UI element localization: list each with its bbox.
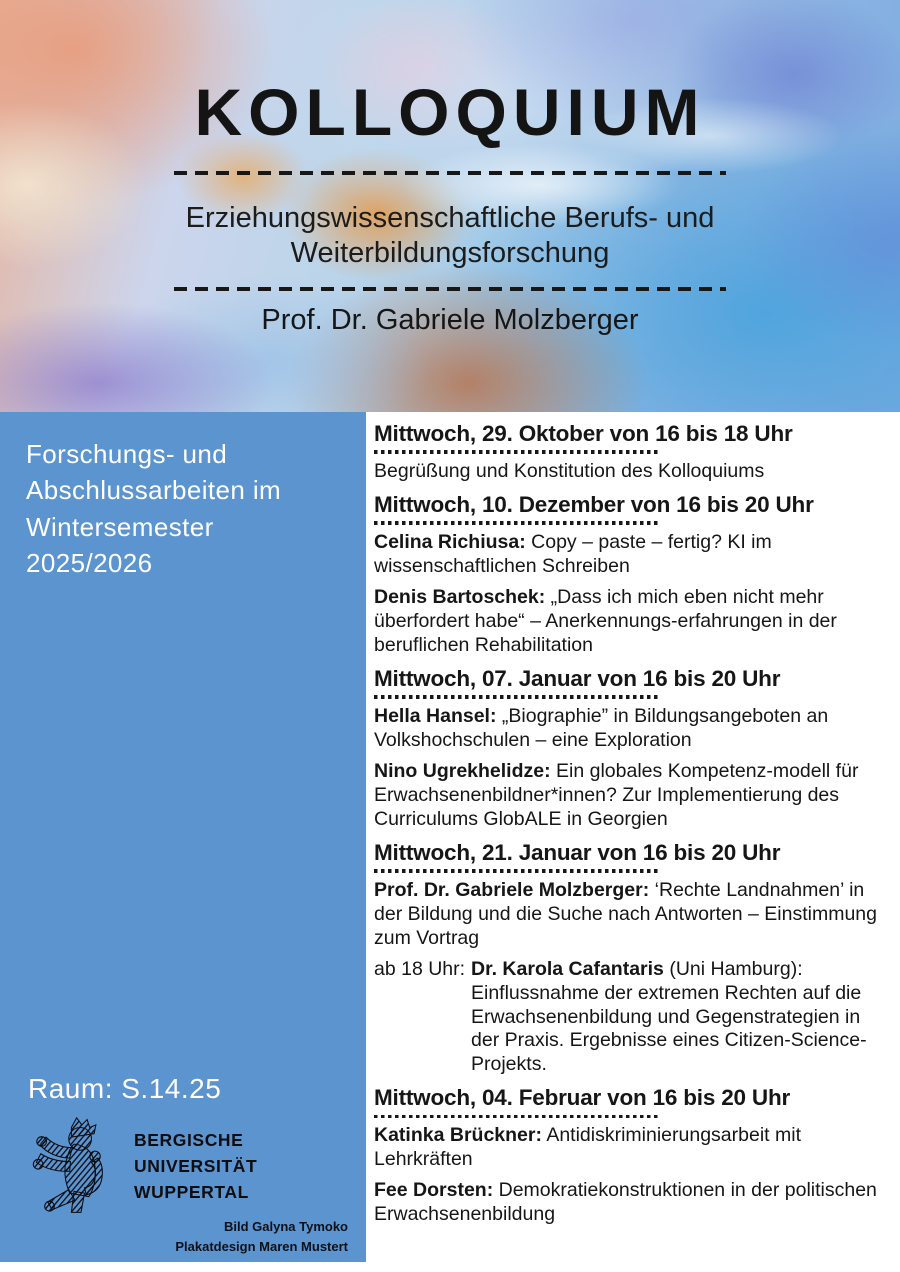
speaker-affiliation: (Uni Hamburg): [669,957,803,980]
speaker-name: Katinka Brückner: [374,1124,542,1147]
poster-header [0,0,900,412]
dashed-divider-top [174,171,726,175]
session-date: Mittwoch, 29. Oktober von 16 bis 18 Uhr [374,421,793,446]
session-2 [374,491,880,658]
session-date: Mittwoch, 04. Februar von 16 bis 20 Uhr [374,1085,791,1111]
speaker-name: Prof. Dr. Gabriele Molzberger: [374,878,650,901]
university-name-line2: UNIVERSITÄT [134,1155,258,1176]
talk-item [374,879,880,951]
dotted-rule [374,1115,658,1119]
session-date: Mittwoch, 21. Januar von 16 bis 20 Uhr [374,839,781,865]
sidebar-heading: Forschungs- und Abschlussarbeiten im Wintersemester 2025/2026 [26,439,282,579]
university-name [134,1127,257,1206]
speaker-name: Denis Bartoschek: [374,585,546,608]
session-date: Mittwoch, 07. Januar von 16 bis 20 Uhr [374,665,781,691]
talk-details [471,958,880,1078]
talk-title: Ein globales Kompetenz-modell für Erwachsenenbildner*innen? Zur Implementierung des Curriculums GlobALE in Georgien [374,759,859,830]
university-name-line1: BERGISCHE [134,1129,244,1150]
sidebar [0,412,366,1262]
talk-item [374,705,880,753]
dotted-rule [374,521,658,525]
room-label: Raum: S.14.25 [28,1073,222,1104]
talk-item [374,760,880,832]
talk-title: Antidiskriminierungsarbeit mit Lehrkräften [374,1124,801,1171]
dotted-rule [374,695,658,699]
image-credit: Bild Galyna Tymoko [223,1219,348,1234]
session-5 [374,1084,880,1227]
session-1 [374,420,880,484]
dotted-rule [374,450,658,454]
talk-title: Einflussnahme der extremen Rechten auf die Erwachsenenbildung und Gegenstrategien in der Praxis. Ergebnisse eines Citizen-Science-Projekts. [471,981,867,1076]
session-3 [374,665,880,832]
talk-item [374,460,880,484]
session-4 [374,839,880,1078]
dotted-rule [374,869,658,873]
talk-title: Demokratiekonstruktionen in der politischen Erwachsenenbildung [374,1179,877,1226]
talk-item [374,1179,880,1227]
schedule [374,416,880,1234]
professor-name: Prof. Dr. Gabriele Molzberger [261,304,639,337]
talk-item [374,586,880,658]
sidebar-bottom [0,1073,366,1256]
poster-subtitle: Erziehungswissenschaftliche Berufs- und Weiterbildungsforschung [185,201,715,269]
talk-item [374,531,880,579]
talk-title: „Biographie” in Bildungsangeboten an Volkshochschulen – eine Exploration [374,704,829,751]
university-name-line3: WUPPERTAL [134,1182,249,1203]
talk-title: ‘Rechte Landnahmen’ in der Bildung und die Suche nach Antworten – Einstimmung zum Vortrag [374,878,877,949]
university-lion-icon [30,1117,118,1215]
time-label: ab 18 Uhr: [374,957,466,980]
design-credit: Plakatdesign Maren Mustert [175,1238,348,1254]
speaker-name: Celina Richiusa: [374,530,526,553]
speaker-name: Hella Hansel: [374,704,497,727]
credits [0,1217,366,1256]
talk-item-evening [374,958,880,1078]
speaker-name: Fee Dorsten: [374,1179,494,1202]
session-date: Mittwoch, 10. Dezember von 16 bis 20 Uhr [374,491,814,517]
speaker-name: Dr. Karola Cafantaris [471,957,664,980]
dashed-divider-bottom [174,287,726,291]
talk-title: Copy – paste – fertig? KI im wissenschaftlichen Schreiben [374,530,772,577]
university-logo [0,1117,366,1215]
talk-title: Begrüßung und Konstitution des Kolloquiums [374,459,765,482]
poster-title: KOLLOQUIUM [194,75,706,149]
speaker-name: Nino Ugrekhelidze: [374,759,551,782]
talk-title: „Dass ich mich eben nicht mehr überfordert habe“ – Anerkennungs-erfahrungen in der beruflichen Rehabilitation [374,585,837,656]
talk-item [374,1124,880,1172]
